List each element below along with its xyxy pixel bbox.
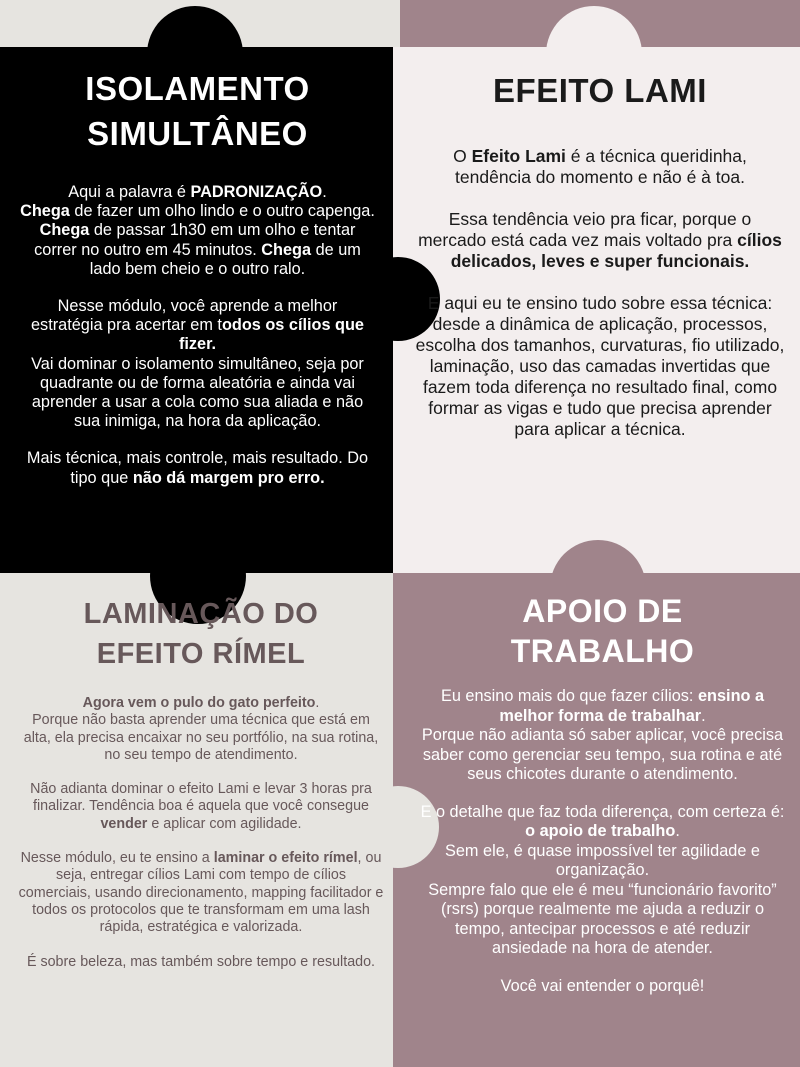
paragraph: Nesse módulo, eu te ensino a laminar o efeito rímel, ou seja, entregar cílios Lami com tempo de cílios comerciais, usando direcionamento, mapping facilitador e todos os protocolos que te transformam em uma lash rápida, estratégica e valorizada. — [18, 850, 384, 936]
paragraph: Essa tendência veio pra ficar, porque o mercado está cada vez mais voltado pra cílios delicados, leves e super funcionais. — [418, 209, 782, 271]
paragraph: Mais técnica, mais controle, mais resultado. Do tipo que não dá margem pro erro. — [26, 449, 369, 487]
paragraph: Aqui a palavra é PADRONIZAÇÃO. Chega de fazer um olho lindo e o outro capenga. Chega de passar 1h30 em um olho e tentar correr no outro em 45 minutos. Chega de um lado bem cheio e o outro ralo. — [20, 183, 375, 278]
paragraph: Nesse módulo, você aprende a melhor estratégia pra acertar em todos os cílios que fizer. Vai dominar o isolamento simultâneo, seja por quadrante ou de forma aleatória e ainda vai aprender a usar a cola como sua aliada e não sua inimiga, na hora da aplicação. — [31, 297, 364, 431]
paragraph: E o detalhe que faz toda diferença, com certeza é: o apoio de trabalho. Sem ele, é quase impossível ter agilidade e organização. Sempre falo que ele é meu “funcionário favorito” (rsrs) porque realmente me ajuda a reduzir o tempo, antecipar processos e até reduzir ansiedade na hora de atender. — [420, 802, 785, 957]
section-body — [20, 183, 375, 488]
section-efeito-lami — [415, 72, 785, 440]
paragraph: Você vai entender o porquê! — [500, 976, 705, 995]
section-title: ISOLAMENTO SIMULTÂNEO — [85, 70, 310, 152]
section-body — [420, 687, 785, 996]
section-title: EFEITO LAMI — [493, 72, 707, 109]
paragraph: É sobre beleza, mas também sobre tempo e resultado. — [26, 953, 376, 970]
section-laminacao — [18, 594, 384, 971]
paragraph: O Efeito Lami é a técnica queridinha, tendência do momento e não é à toa. — [453, 146, 747, 187]
paragraph: Eu ensino mais do que fazer cílios: ensino a melhor forma de trabalhar. Porque não adianta só saber aplicar, você precisa saber como gerenciar seu tempo, sua rotina e até seus chicotes durante o atendimento. — [421, 687, 784, 783]
section-title: LAMINAÇÃO DO EFEITO RÍMEL — [83, 598, 319, 670]
section-title: APOIO DE TRABALHO — [510, 593, 695, 669]
section-body — [18, 695, 384, 971]
paragraph: Não adianta dominar o efeito Lami e levar 3 horas pra finalizar. Tendência boa é aquela que você consegue vender e aplicar com agilidade. — [30, 781, 372, 832]
section-body — [415, 146, 785, 440]
section-apoio — [420, 591, 785, 996]
paragraph: E aqui eu te ensino tudo sobre essa técnica: desde a dinâmica de aplicação, processos, escolha dos tamanhos, curvaturas, fio utilizado, laminação, uso das camadas invertidas que fazem toda diferença no resultado final, como formar as vigas e tudo que precisa aprender para aplicar a técnica. — [415, 293, 785, 439]
paragraph: Agora vem o pulo do gato perfeito. Porque não basta aprender uma técnica que está em alta, ela precisa encaixar no seu portfólio, na sua rotina, no seu tempo de atendimento. — [23, 695, 379, 763]
section-isolamento — [20, 66, 375, 488]
